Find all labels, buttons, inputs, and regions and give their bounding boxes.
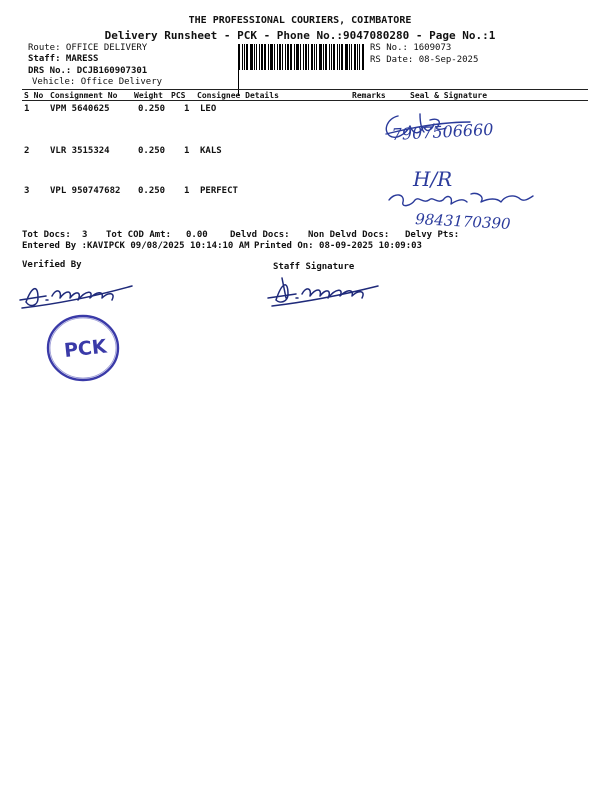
row-weight: 0.250	[138, 146, 166, 156]
pck-stamp	[44, 312, 122, 384]
barcode-bar	[254, 44, 255, 70]
row-sno: 3	[24, 186, 30, 196]
col-seal-signature: Seal & Signature	[410, 91, 488, 100]
delvd-docs-label: Delvd Docs:	[230, 230, 290, 240]
row3-handwritten-code: H/R	[413, 167, 453, 191]
barcode-bar	[242, 44, 243, 70]
barcode-bar	[246, 44, 248, 70]
col-weight: Weight	[134, 91, 163, 100]
barcode-bar	[264, 44, 266, 70]
barcode-bar	[294, 44, 295, 70]
barcode-bar	[238, 44, 240, 70]
barcode-bar	[259, 44, 260, 70]
barcode-bar	[296, 44, 299, 70]
staff-label: Staff: MARESS	[28, 54, 99, 64]
barcode-bar	[274, 44, 275, 70]
row1-handwritten-signature	[380, 108, 540, 154]
barcode-bar	[250, 44, 253, 70]
row-weight: 0.250	[138, 104, 166, 114]
barcode-bar	[270, 44, 273, 70]
barcode-bar	[279, 44, 281, 70]
barcode-bar	[354, 44, 356, 70]
barcode-image	[238, 44, 366, 70]
barcode-bar	[329, 44, 330, 70]
barcode-bar	[359, 44, 360, 70]
barcode-bar	[351, 44, 352, 70]
tot-docs-value: 3	[82, 230, 88, 240]
barcode-bar	[331, 44, 332, 70]
row-sno: 2	[24, 146, 30, 156]
row-weight: 0.250	[138, 186, 166, 196]
tot-cod-value: 0.00	[186, 230, 208, 240]
barcode-bar	[319, 44, 322, 70]
row-pcs: 1	[184, 186, 190, 196]
barcode-bar	[323, 44, 324, 70]
staff-signature-label: Staff Signature	[273, 262, 355, 272]
barcode-bar	[314, 44, 315, 70]
row-consignee: LEO	[200, 104, 217, 114]
tot-docs-label: Tot Docs:	[22, 230, 71, 240]
rs-number: RS No.: 1609073	[370, 43, 452, 53]
barcode-bar	[287, 44, 289, 70]
verified-by-label: Verified By	[22, 260, 82, 270]
barcode-bar	[244, 44, 245, 70]
row-sno: 1	[24, 104, 30, 114]
row1-handwritten-phone: 7907506660	[391, 119, 494, 144]
row-pcs: 1	[184, 146, 190, 156]
entered-by: Entered By :KAVIPCK 09/08/2025 10:14:10 AM	[22, 241, 250, 251]
delvy-pts-label: Delvy Pts:	[405, 230, 460, 240]
barcode-bar	[341, 44, 343, 70]
barcode-bar	[325, 44, 327, 70]
barcode-bar	[256, 44, 257, 70]
barcode-bar	[333, 44, 335, 70]
col-remarks: Remarks	[352, 91, 386, 100]
tot-cod-label: Tot COD Amt:	[106, 230, 172, 240]
row-consignee: KALS	[200, 146, 222, 156]
row-consignee: PERFECT	[200, 186, 238, 196]
barcode-bar	[277, 44, 278, 70]
table-header-bottom-rule	[22, 100, 588, 101]
barcode-bar	[316, 44, 317, 70]
verified-by-signature	[16, 278, 136, 312]
barcode-bar	[345, 44, 348, 70]
row-consignment: VPM 5640625	[50, 104, 110, 114]
barcode-bar	[282, 44, 283, 70]
barcode-bar	[311, 44, 313, 70]
barcode-bar	[261, 44, 263, 70]
rs-date: RS Date: 08-Sep-2025	[370, 55, 479, 65]
col-consignment: Consignment No	[50, 91, 118, 100]
barcode-bar	[303, 44, 304, 70]
barcode-bar	[349, 44, 350, 70]
row3-handwritten-signature	[385, 164, 545, 233]
staff-signature	[266, 272, 386, 312]
non-delvd-docs-label: Non Delvd Docs:	[308, 230, 390, 240]
barcode-bar	[308, 44, 309, 70]
stamp-text: PCK	[63, 335, 108, 362]
barcode-bar	[268, 44, 269, 70]
col-consignee: Consignee Details	[197, 91, 279, 100]
company-name: THE PROFESSIONAL COURIERS, COIMBATORE	[188, 15, 412, 26]
row3-handwritten-phone: 9843170390	[414, 210, 512, 233]
table-header-top-rule	[22, 89, 588, 90]
barcode-bar	[357, 44, 358, 70]
barcode-bar	[362, 44, 364, 70]
row-consignment: VLR 3515324	[50, 146, 110, 156]
drs-number: DRS No.: DCJB160907301	[28, 66, 148, 76]
barcode-bar	[290, 44, 292, 70]
barcode-bar	[285, 44, 286, 70]
barcode-bar	[339, 44, 340, 70]
route-label: Route: OFFICE DELIVERY	[28, 43, 148, 53]
runsheet-title: Delivery Runsheet - PCK - Phone No.:9047080280 - Page No.:1	[104, 29, 496, 42]
barcode-bar	[337, 44, 338, 70]
col-sno: S No	[24, 91, 44, 100]
vehicle-label: Vehicle: Office Delivery	[32, 77, 163, 87]
row-pcs: 1	[184, 104, 190, 114]
printed-on: Printed On: 08-09-2025 10:09:03	[254, 241, 422, 251]
col-pcs: PCS	[171, 91, 186, 100]
barcode-bar	[305, 44, 307, 70]
row-consignment: VPL 950747682	[50, 186, 121, 196]
barcode-bar	[300, 44, 301, 70]
